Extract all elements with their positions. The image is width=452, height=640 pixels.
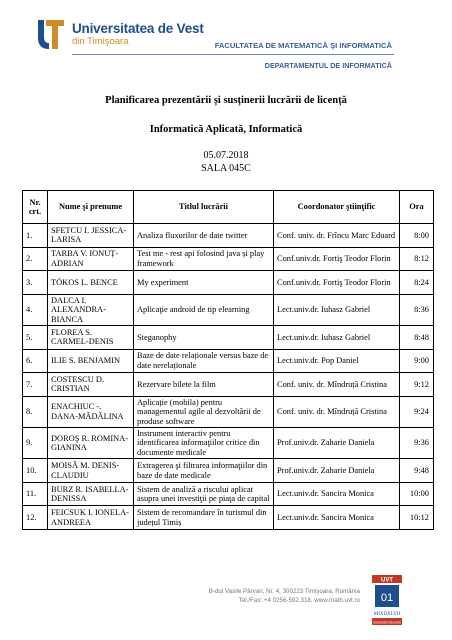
- cell-coordinator: Prof.univ.dr. Zaharie Daniela: [274, 459, 400, 483]
- cell-title: Aplicaţie android de tip elearning: [134, 294, 274, 325]
- table-row: [23, 373, 434, 397]
- cell-coordinator: Lect.univ.dr. Iuhasz Gabriel: [274, 294, 400, 325]
- university-name: Universitatea de Vest: [72, 21, 204, 36]
- footer-address: B-dul Vasile Pârvan, Nr. 4, 300223 Timişoara, România: [208, 588, 360, 595]
- seal-bottom-text: Secunda Decurio: [373, 620, 401, 625]
- uvt-seal-icon: [372, 575, 402, 627]
- seal-number-text: 01: [380, 592, 394, 604]
- cell-nr: 5.: [23, 326, 48, 350]
- cell-nr: 9.: [23, 428, 48, 459]
- cell-title: Baze de date relaționale versus baze de date nerelaționale: [134, 349, 274, 373]
- cell-name: MOISĂ M. DENIS-CLAUDIU: [48, 459, 134, 483]
- table-row: [23, 459, 434, 483]
- header-divider: [72, 54, 394, 55]
- column-header-coordinator: Coordonator ştiinţific: [274, 191, 400, 224]
- cell-time: 10:00: [400, 482, 434, 506]
- cell-title: Analiza fluxurilor de date twitter: [134, 224, 274, 248]
- seal-top-text: UVT: [381, 577, 393, 584]
- column-header-time: Ora: [400, 191, 434, 224]
- table-row: [23, 396, 434, 427]
- table-row: [23, 506, 434, 530]
- column-header-title: Titlul lucrării: [134, 191, 274, 224]
- letterhead: [0, 0, 452, 80]
- cell-name: TÓKOS L. BENCE: [48, 271, 134, 295]
- table-header-row: [23, 191, 434, 224]
- cell-coordinator: Prof.univ.dr. Zaharie Daniela: [274, 428, 400, 459]
- cell-title: Extragerea şi filtrarea informaţiilor din baze de date medicale: [134, 459, 274, 483]
- table-row: [23, 294, 434, 325]
- cell-time: 9:48: [400, 459, 434, 483]
- cell-time: 8:24: [400, 271, 434, 295]
- cell-nr: 7.: [23, 373, 48, 397]
- cell-name: FEICSUK I. IONELA-ANDREEA: [48, 506, 134, 530]
- cell-name: COSTESCU D. CRISTIAN: [48, 373, 134, 397]
- cell-title: Steganophy: [134, 326, 274, 350]
- session-room: SALA 045C: [201, 163, 251, 174]
- cell-title: Aplicație (mobila) pentru managementul agile al dezvoltării de produse software: [134, 396, 274, 427]
- cell-coordinator: Conf.univ.dr. Fortiş Teodor Florin: [274, 271, 400, 295]
- table-row: [23, 482, 434, 506]
- table-row: [23, 271, 434, 295]
- document-title: Planificarea prezentării și susținerii lucrării de licență: [105, 95, 347, 106]
- cell-name: BURZ R. ISABELLA-DENISSA: [48, 482, 134, 506]
- cell-coordinator: Lect.univ.dr. Sancira Monica: [274, 482, 400, 506]
- cell-nr: 2.: [23, 247, 48, 271]
- cell-time: 8:48: [400, 326, 434, 350]
- cell-coordinator: Lect.univ.dr. Iuhasz Gabriel: [274, 326, 400, 350]
- cell-time: 8:00: [400, 224, 434, 248]
- cell-name: FLOREA S. CARMEL-DENIS: [48, 326, 134, 350]
- cell-nr: 12.: [23, 506, 48, 530]
- cell-coordinator: Lect.univ.dr. Sancira Monica: [274, 506, 400, 530]
- table-row: [23, 326, 434, 350]
- cell-name: DOROŞ R. ROMINA-GIANINA: [48, 428, 134, 459]
- cell-nr: 10.: [23, 459, 48, 483]
- cell-title: Sistem de recomandare în turismul din județul Timiș: [134, 506, 274, 530]
- schedule-body: [23, 224, 434, 530]
- cell-nr: 6.: [23, 349, 48, 373]
- cell-title: My experiment: [134, 271, 274, 295]
- cell-time: 9:12: [400, 373, 434, 397]
- university-logo-icon: [36, 18, 66, 52]
- column-header-nr: Nr. crt.: [23, 191, 48, 224]
- faculty-name: FACULTATEA DE MATEMATICĂ ŞI INFORMATICĂ: [214, 41, 392, 50]
- cell-coordinator: Conf. univ. dr. Frîncu Marc Eduard: [274, 224, 400, 248]
- seal-year-text: MIXDXLVII: [373, 612, 401, 617]
- cell-name: DALCA I. ALEXANDRA-BIANCA: [48, 294, 134, 325]
- cell-title: Test me - rest api folosind java și play framework: [134, 247, 274, 271]
- cell-coordinator: Lect.univ.dr. Pop Daniel: [274, 349, 400, 373]
- column-header-name: Nume şi prenume: [48, 191, 134, 224]
- department-name: DEPARTAMENTUL DE INFORMATICĂ: [264, 61, 392, 70]
- cell-time: 8:12: [400, 247, 434, 271]
- cell-coordinator: Conf. univ. dr. Mîndruță Cristina: [274, 373, 400, 397]
- cell-time: 9:00: [400, 349, 434, 373]
- cell-nr: 3.: [23, 271, 48, 295]
- cell-title: Instrument interactiv pentru identificarea informaţiilor critice din documente medicale: [134, 428, 274, 459]
- table-row: [23, 428, 434, 459]
- cell-name: ILIE S. BENJAMIN: [48, 349, 134, 373]
- cell-time: 9:24: [400, 396, 434, 427]
- cell-time: 9:36: [400, 428, 434, 459]
- cell-coordinator: Conf. univ. dr. Mîndruță Cristina: [274, 396, 400, 427]
- cell-nr: 8.: [23, 396, 48, 427]
- cell-time: 8:36: [400, 294, 434, 325]
- table-row: [23, 224, 434, 248]
- schedule-table: [22, 190, 434, 530]
- cell-name: ENACHIUC -. DANA-MĂDĂLINA: [48, 396, 134, 427]
- cell-coordinator: Conf.univ.dr. Fortiş Teodor Florin: [274, 247, 400, 271]
- table-row: [23, 247, 434, 271]
- cell-title: Sistem de analiză a riscului aplicat asupra unei investiţii pe piaţa de capital: [134, 482, 274, 506]
- document-subtitle: Informatică Aplicată, Informatică: [149, 124, 303, 135]
- cell-time: 10:12: [400, 506, 434, 530]
- cell-nr: 11.: [23, 482, 48, 506]
- table-row: [23, 349, 434, 373]
- footer-contact: Tel./Fax: +4 0256-592.318, www.math.uvt.ro: [238, 597, 360, 604]
- session-date: 05.07.2018: [203, 150, 249, 161]
- cell-name: SFETCU I. JESSICA-LARISA: [48, 224, 134, 248]
- university-city: din Timişoara: [72, 36, 129, 47]
- cell-title: Rezervare bilete la film: [134, 373, 274, 397]
- cell-name: TARBA V. IONUȚ-ADRIAN: [48, 247, 134, 271]
- cell-nr: 4.: [23, 294, 48, 325]
- cell-nr: 1.: [23, 224, 48, 248]
